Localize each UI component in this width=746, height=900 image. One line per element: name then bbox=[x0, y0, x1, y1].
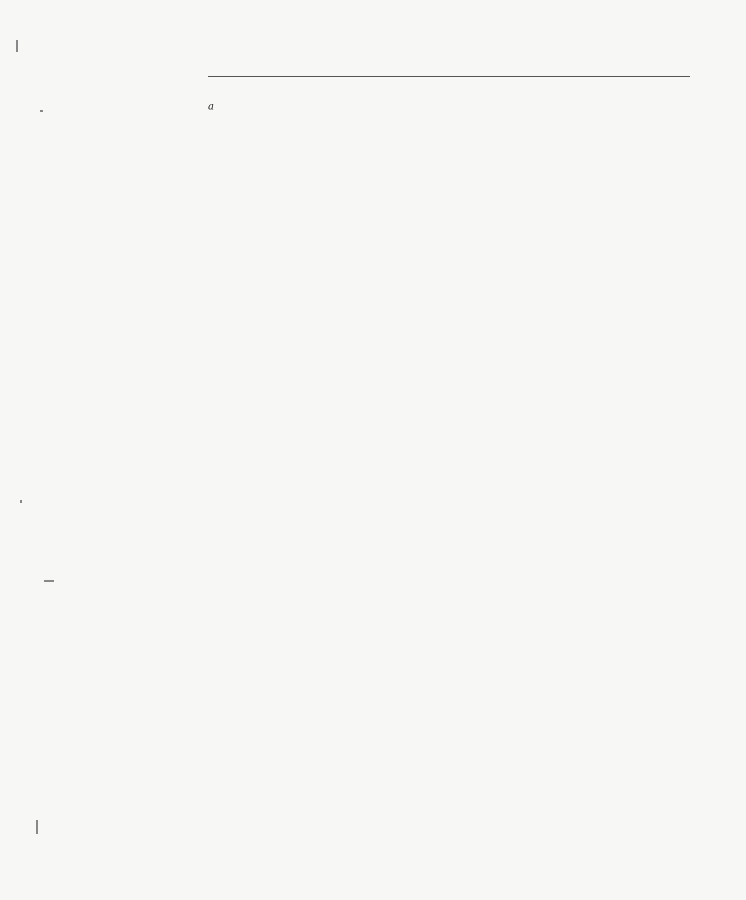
paragraph-three bbox=[208, 742, 690, 802]
header-rule bbox=[208, 76, 690, 77]
figure-caption bbox=[210, 690, 700, 716]
nomogram bbox=[200, 222, 700, 682]
caption-line2 bbox=[210, 704, 290, 715]
paragraph-two bbox=[208, 168, 690, 204]
intro-paragraph: a bbox=[208, 101, 214, 113]
